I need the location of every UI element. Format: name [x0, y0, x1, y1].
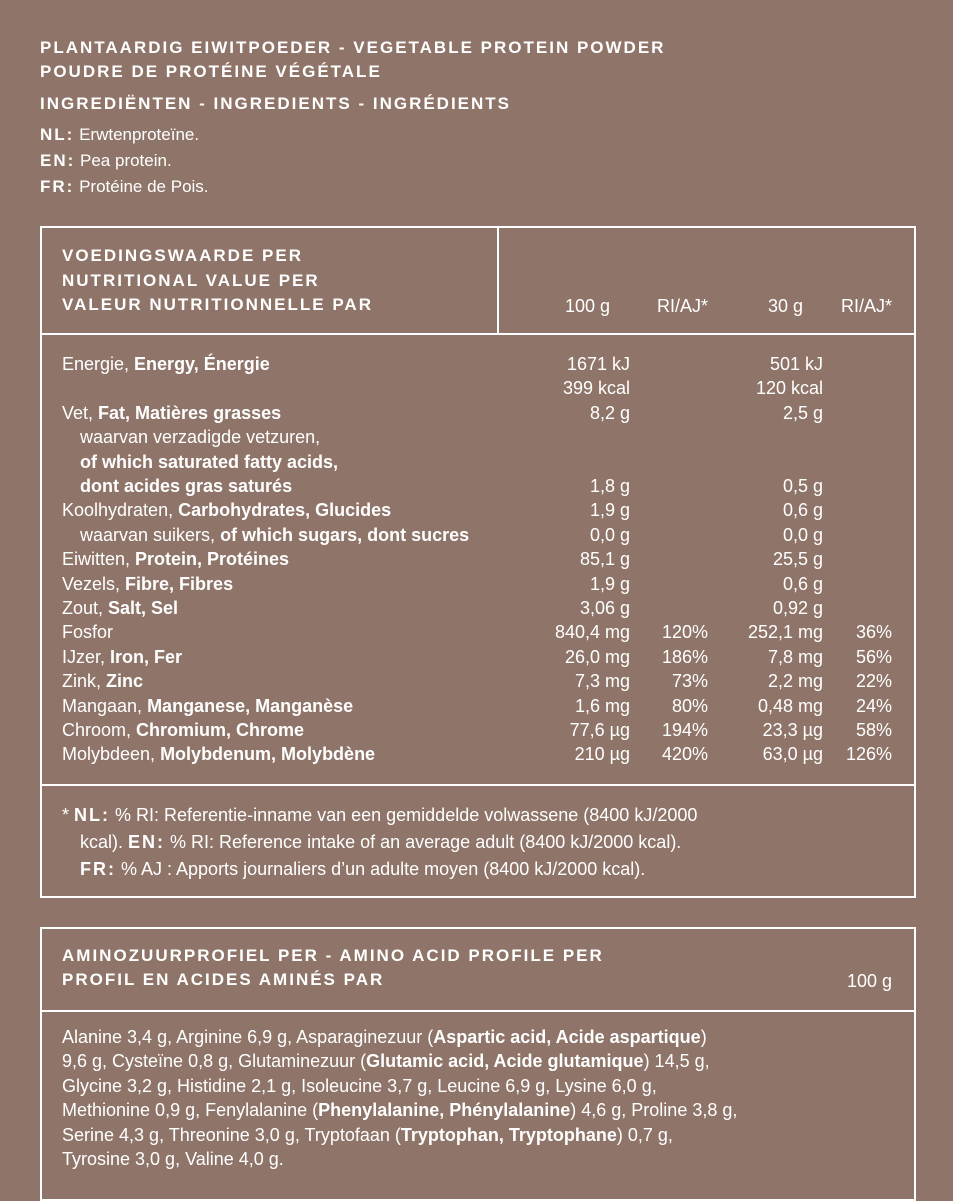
- value-30g: 0,92 g: [772, 598, 823, 618]
- nutrient-label: [62, 547, 289, 571]
- amino-name-en-fr: Phenylalanine, Phénylalanine: [318, 1100, 571, 1121]
- value-100g: 1,6 mg: [574, 695, 630, 716]
- nutrient-label-nl: Vezels,: [62, 573, 126, 594]
- nutrient-label-en-fr: Fibre, Fibres: [125, 573, 234, 594]
- col-header-30g: 30 g: [767, 296, 803, 316]
- ingredient-text: Pea protein.: [80, 151, 172, 170]
- nutrient-label: [62, 352, 270, 376]
- amino-text: ) 4,6 g, Proline 3,8 g,: [570, 1100, 738, 1121]
- value-30g: 2,5 g: [782, 402, 823, 423]
- footnote-line1: [62, 802, 697, 829]
- nutrient-label: [62, 572, 233, 596]
- amino-text: 9,6 g, Cysteïne 0,8 g, Glutaminezuur (: [62, 1051, 367, 1072]
- ri-100g: 80%: [671, 695, 708, 716]
- value-30g: 252,1 mg: [747, 622, 823, 643]
- amino-text: ) 14,5 g,: [643, 1051, 710, 1072]
- nutrient-label: [80, 523, 469, 547]
- amino-name-en-fr: Aspartic acid, Acide aspartique: [433, 1027, 701, 1047]
- ri-100g: 186%: [661, 646, 708, 667]
- nutrient-label-en-fr: Zinc: [106, 671, 144, 692]
- amino-line: [62, 1123, 737, 1147]
- footnote-line2: [62, 829, 697, 856]
- ingredient-text: Protéine de Pois.: [79, 177, 209, 196]
- nutrient-label-nl: Chroom,: [62, 720, 137, 740]
- header-divider: [497, 228, 499, 333]
- ri-30g: 22%: [855, 671, 892, 692]
- nutrient-label-en-fr: dont acides gras saturés: [80, 476, 293, 496]
- value-30g: 7,8 mg: [767, 646, 823, 667]
- nutrient-label-en-fr: Molybdenum, Molybdène: [160, 744, 376, 765]
- value-100g: 26,0 mg: [564, 646, 630, 667]
- nutrition-table: [40, 226, 916, 898]
- amino-text: Serine 4,3 g, Threonine 3,0 g, Tryptofaan (: [62, 1124, 401, 1145]
- ingredient-nl: [40, 122, 920, 148]
- nutrient-label-nl: waarvan verzadigde vetzuren,: [80, 427, 321, 448]
- nutrient-label: [62, 669, 143, 693]
- ri-100g: 73%: [671, 671, 708, 692]
- footnote-star: *: [62, 805, 75, 825]
- nutrient-label: [62, 498, 391, 522]
- ingredient-fr: [40, 174, 920, 200]
- nutrient-label-nl: Fosfor: [62, 622, 114, 643]
- value-30g: 501 kJ: [769, 354, 823, 374]
- lang-label: EN:: [128, 832, 166, 852]
- amino-acid-table: [40, 927, 916, 1201]
- value-30g: 0,48 mg: [757, 695, 823, 716]
- ri-30g: 56%: [855, 646, 892, 667]
- amino-header-rule: [42, 1010, 914, 1012]
- value-30g: 2,2 mg: [767, 671, 823, 692]
- value-30g: 0,6 g: [782, 500, 823, 521]
- nutrient-label-nl: Molybdeen,: [62, 744, 161, 765]
- amino-name-en-fr: Glutamic acid, Acide glutamique: [366, 1051, 644, 1072]
- amino-line: [62, 1049, 737, 1073]
- value-30g: 0,5 g: [782, 476, 823, 496]
- value-100g: 85,1 g: [579, 549, 630, 570]
- nutrient-label-en-fr: Protein, Protéines: [135, 549, 290, 570]
- nutrient-label-en-fr: Iron, Fer: [110, 646, 183, 667]
- amino-text: Methionine 0,9 g, Fenylalanine (: [62, 1100, 319, 1121]
- nutrient-label-nl: Energie,: [62, 354, 135, 374]
- nutrient-label-en-fr: of which saturated fatty acids,: [80, 451, 339, 472]
- nutrient-label-nl: Zink,: [62, 671, 107, 692]
- ri-100g: 420%: [661, 744, 708, 765]
- col-header-100g: 100 g: [564, 296, 610, 316]
- nutrient-label: [62, 401, 281, 425]
- lang-label: FR:: [80, 859, 116, 879]
- lang-label: FR:: [40, 177, 75, 196]
- amino-unit: 100 g: [846, 971, 892, 991]
- nutrition-header-en: NUTRITIONAL VALUE PER: [62, 271, 320, 290]
- value-100g: 0,0 g: [589, 524, 630, 545]
- product-title-line2: POUDRE DE PROTÉINE VÉGÉTALE: [40, 62, 382, 81]
- nutrient-label-nl: Mangaan,: [62, 695, 148, 716]
- value-30g: 63,0 µg: [762, 744, 823, 765]
- nutrient-label-en-fr: Energy, Énergie: [134, 354, 270, 374]
- amino-text: Alanine 3,4 g, Arginine 6,9 g, Asparaginezuur (: [62, 1027, 434, 1047]
- amino-line: [62, 1025, 737, 1049]
- amino-line: [62, 1147, 737, 1171]
- amino-title-line2: PROFIL EN ACIDES AMINÉS PAR: [62, 970, 385, 989]
- ri-30g: 126%: [845, 744, 892, 765]
- header-rule: [42, 333, 914, 335]
- ri-30g: 36%: [855, 622, 892, 643]
- footnote-rule: [42, 784, 914, 786]
- lang-label: NL:: [40, 125, 75, 144]
- nutrient-label-en-fr: Manganese, Manganèse: [147, 695, 354, 716]
- product-title-line1: PLANTAARDIG EIWITPOEDER - VEGETABLE PROTEIN POWDER: [40, 38, 666, 57]
- amino-title-line1: AMINOZUURPROFIEL PER - AMINO ACID PROFILE PER: [62, 946, 604, 965]
- lang-label: NL:: [74, 805, 111, 825]
- nutrient-label: [80, 450, 338, 474]
- value-100g: 7,3 mg: [574, 671, 630, 692]
- amino-text: ) 0,7 g,: [616, 1124, 673, 1145]
- lang-label: EN:: [40, 151, 76, 170]
- amino-line: [62, 1098, 737, 1122]
- footnote-nl-text2: kcal).: [80, 832, 129, 852]
- nutrition-header-fr: VALEUR NUTRITIONNELLE PAR: [62, 295, 373, 314]
- value-30g: 25,5 g: [772, 549, 823, 570]
- nutrition-header-nl: VOEDINGSWAARDE PER: [62, 246, 303, 265]
- nutrient-label: [62, 645, 182, 669]
- ri-100g: 120%: [661, 622, 708, 643]
- value-100g: 8,2 g: [589, 402, 630, 423]
- nutrient-label: [62, 694, 353, 718]
- col-header-ri-100g: RI/AJ*: [656, 296, 708, 316]
- amino-text: Tyrosine 3,0 g, Valine 4,0 g.: [62, 1149, 284, 1170]
- footnote-nl-text: % RI: Referentie-inname van een gemiddelde volwassene (8400 kJ/2000: [110, 805, 698, 825]
- nutrient-label: [62, 620, 113, 644]
- footnote-en-text: % RI: Reference intake of an average adult (8400 kJ/2000 kcal).: [165, 832, 682, 852]
- ingredient-en: [40, 148, 920, 174]
- value-100g: 77,6 µg: [569, 720, 630, 740]
- nutrient-label: [62, 596, 178, 620]
- value-100g: 1,9 g: [589, 500, 630, 521]
- footnote-line3: [62, 856, 697, 883]
- nutrient-label-nl: Koolhydraten,: [62, 500, 179, 521]
- amino-text: ): [700, 1027, 707, 1047]
- nutrient-label-nl: Zout,: [62, 598, 109, 618]
- product-header: [40, 36, 920, 200]
- ri-30g: 24%: [855, 695, 892, 716]
- nutrient-label: [80, 474, 292, 498]
- amino-name-en-fr: Tryptophan, Tryptophane: [400, 1124, 617, 1145]
- nutrient-label: [80, 425, 320, 449]
- value-30g: 0,0 g: [782, 524, 823, 545]
- value-100g: 210 µg: [574, 744, 630, 765]
- amino-body: [62, 1025, 737, 1171]
- value-100g: 840,4 mg: [554, 622, 630, 643]
- nutrient-label-nl: Eiwitten,: [62, 549, 136, 570]
- ingredient-text: Erwtenproteïne.: [79, 125, 200, 144]
- nutrient-label-en-fr: of which sugars, dont sucres: [220, 524, 470, 545]
- ingredients-title: INGREDIËNTEN - INGREDIENTS - INGRÉDIENTS: [40, 94, 512, 113]
- value-100g: 3,06 g: [579, 598, 630, 618]
- nutrient-label-en-fr: Fat, Matières grasses: [98, 402, 282, 423]
- amino-line: [62, 1074, 737, 1098]
- value-100g: 1,9 g: [589, 573, 630, 594]
- value-100g: 1,8 g: [589, 476, 630, 496]
- nutrient-label-nl: waarvan suikers,: [80, 524, 221, 545]
- col-header-ri-30g: RI/AJ*: [840, 296, 892, 316]
- value-100g: 1671 kJ: [566, 354, 630, 374]
- nutrient-label-en-fr: Salt, Sel: [108, 598, 179, 618]
- ingredients-list: [40, 122, 920, 200]
- nutrient-label-en-fr: Carbohydrates, Glucides: [178, 500, 392, 521]
- nutrient-label: [62, 718, 304, 742]
- nutrient-label-en-fr: Chromium, Chrome: [136, 720, 305, 740]
- nutrient-label-nl: Vet,: [62, 402, 99, 423]
- amino-text: Glycine 3,2 g, Histidine 2,1 g, Isoleucine 3,7 g, Leucine 6,9 g, Lysine 6,0 g,: [62, 1075, 657, 1096]
- ri-100g: 194%: [661, 720, 708, 740]
- nutrient-label: [62, 742, 375, 766]
- value-30g: 120 kcal: [755, 378, 823, 399]
- footnote: [62, 802, 697, 883]
- nutrient-label-nl: IJzer,: [62, 646, 111, 667]
- ri-30g: 58%: [855, 720, 892, 740]
- value-30g: 23,3 µg: [762, 720, 823, 740]
- footnote-fr-text: % AJ : Apports journaliers d’un adulte moyen (8400 kJ/2000 kcal).: [116, 859, 646, 879]
- value-30g: 0,6 g: [782, 573, 823, 594]
- value-100g: 399 kcal: [562, 378, 630, 399]
